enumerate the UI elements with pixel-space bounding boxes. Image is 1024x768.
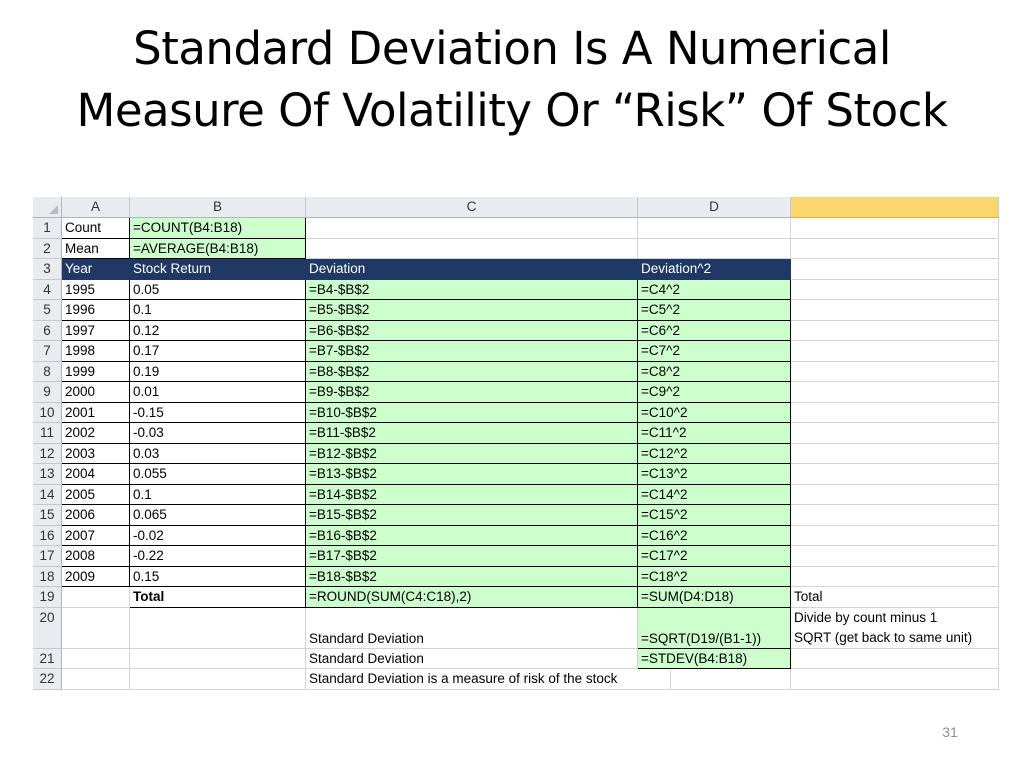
cell-e20[interactable] [791,608,999,649]
cell-b9[interactable]: 0.01 [130,382,306,403]
cell-a16[interactable]: 2007 [62,526,130,547]
cell-d3[interactable]: Deviation^2 [638,259,791,280]
row-header[interactable]: 19 [33,587,62,608]
cell-c2[interactable] [306,239,638,260]
cell-e7[interactable] [791,341,999,362]
column-header-b[interactable]: B [130,197,306,218]
cell-e17[interactable] [791,546,999,567]
cell-d11[interactable]: =C11^2 [638,423,791,444]
cell-d12[interactable]: =C12^2 [638,444,791,465]
cell-e16[interactable] [791,526,999,547]
row-header[interactable]: 12 [33,444,62,465]
cell-b4[interactable]: 0.05 [130,280,306,301]
cell-e1[interactable] [791,218,999,239]
row-header[interactable]: 6 [33,321,62,342]
cell-b13[interactable]: 0.055 [130,464,306,485]
cell-a17[interactable]: 2008 [62,546,130,567]
cell-c16[interactable]: =B16-$B$2 [306,526,638,547]
cell-c7[interactable]: =B7-$B$2 [306,341,638,362]
cell-e20-line2: SQRT (get back to same unit) [794,629,973,645]
cell-c10[interactable]: =B10-$B$2 [306,403,638,424]
cell-c9[interactable]: =B9-$B$2 [306,382,638,403]
cell-e4[interactable] [791,280,999,301]
row-header[interactable]: 5 [33,300,62,321]
cell-c6[interactable]: =B6-$B$2 [306,321,638,342]
cell-c17[interactable]: =B17-$B$2 [306,546,638,567]
row-header[interactable]: 9 [33,382,62,403]
cell-c3[interactable]: Deviation [306,259,638,280]
row-header[interactable]: 22 [33,669,62,690]
cell-a14[interactable]: 2005 [62,485,130,506]
cell-e21[interactable] [791,649,999,670]
cell-b14[interactable]: 0.1 [130,485,306,506]
cell-b3[interactable]: Stock Return [130,259,306,280]
cell-c5[interactable]: =B5-$B$2 [306,300,638,321]
cell-c8[interactable]: =B8-$B$2 [306,362,638,383]
cell-e5[interactable] [791,300,999,321]
column-header-d[interactable]: D [638,197,791,218]
cell-e6[interactable] [791,321,999,342]
cell-a15[interactable]: 2006 [62,505,130,526]
cell-d10[interactable]: =C10^2 [638,403,791,424]
cell-d21[interactable]: =STDEV(B4:B18) [638,649,791,670]
cell-e9[interactable] [791,382,999,403]
cell-d18[interactable]: =C18^2 [638,567,791,588]
cell-c22[interactable]: Standard Deviation is a measure of risk of the stock [306,669,671,690]
cell-d9[interactable]: =C9^2 [638,382,791,403]
cell-a10[interactable]: 2001 [62,403,130,424]
cell-b15[interactable]: 0.065 [130,505,306,526]
select-all-corner[interactable] [33,197,62,218]
cell-e14[interactable] [791,485,999,506]
row-header[interactable]: 8 [33,362,62,383]
cell-d17[interactable]: =C17^2 [638,546,791,567]
cell-e2[interactable] [791,239,999,260]
cell-a7[interactable]: 1998 [62,341,130,362]
spreadsheet-grid [33,197,999,691]
row-header[interactable]: 7 [33,341,62,362]
cell-b18[interactable]: 0.15 [130,567,306,588]
row-header[interactable]: 17 [33,546,62,567]
cell-b17[interactable]: -0.22 [130,546,306,567]
cell-e10[interactable] [791,403,999,424]
row-header[interactable]: 11 [33,423,62,444]
cell-c12[interactable]: =B12-$B$2 [306,444,638,465]
row-header[interactable]: 21 [33,649,62,670]
cell-a5[interactable]: 1996 [62,300,130,321]
row-header[interactable]: 20 [33,608,62,649]
cell-d1[interactable] [638,218,791,239]
cell-d6[interactable]: =C6^2 [638,321,791,342]
select-all-triangle-icon [49,205,58,214]
slide-title [0,18,1024,142]
cell-c1[interactable] [306,218,638,239]
cell-b16[interactable]: -0.02 [130,526,306,547]
spreadsheet [33,197,999,691]
cell-a21[interactable] [62,649,130,670]
cell-a12[interactable]: 2003 [62,444,130,465]
row-header[interactable]: 1 [33,218,62,239]
cell-b11[interactable]: -0.03 [130,423,306,444]
cell-a1[interactable]: Count [62,218,130,239]
cell-c19[interactable]: =ROUND(SUM(C4:C18),2) [306,587,638,608]
row-header[interactable]: 10 [33,403,62,424]
cell-c18[interactable]: =B18-$B$2 [306,567,638,588]
row-header[interactable]: 3 [33,259,62,280]
cell-b2[interactable]: =AVERAGE(B4:B18) [130,239,306,260]
cell-d14[interactable]: =C14^2 [638,485,791,506]
row-header[interactable]: 13 [33,464,62,485]
cell-d19[interactable]: =SUM(D4:D18) [638,587,791,608]
cell-a8[interactable]: 1999 [62,362,130,383]
cell-d8[interactable]: =C8^2 [638,362,791,383]
cell-b5[interactable]: 0.1 [130,300,306,321]
cell-e15[interactable] [791,505,999,526]
cell-c15[interactable]: =B15-$B$2 [306,505,638,526]
cell-b22[interactable] [130,669,306,690]
row-header[interactable]: 2 [33,239,62,260]
cell-e8[interactable] [791,362,999,383]
cell-a6[interactable]: 1997 [62,321,130,342]
column-header-a[interactable]: A [62,197,130,218]
cell-a4[interactable]: 1995 [62,280,130,301]
cell-b12[interactable]: 0.03 [130,444,306,465]
cell-c21[interactable]: Standard Deviation [306,649,638,670]
cell-a22[interactable] [62,669,130,690]
cell-b10[interactable]: -0.15 [130,403,306,424]
row-header[interactable]: 16 [33,526,62,547]
cell-c11[interactable]: =B11-$B$2 [306,423,638,444]
cell-e20-line1: Divide by count minus 1 [794,609,938,625]
cell-e18[interactable] [791,567,999,588]
row-header[interactable]: 15 [33,505,62,526]
cell-d7[interactable]: =C7^2 [638,341,791,362]
cell-b8[interactable]: 0.19 [130,362,306,383]
cell-d16[interactable]: =C16^2 [638,526,791,547]
cell-a11[interactable]: 2002 [62,423,130,444]
cell-c4[interactable]: =B4-$B$2 [306,280,638,301]
cell-e3[interactable] [791,259,999,280]
title-line-2: Measure Of Volatility Or “Risk” Of Stock [76,84,948,137]
cell-d2[interactable] [638,239,791,260]
cell-d15[interactable]: =C15^2 [638,505,791,526]
cell-d4[interactable]: =C4^2 [638,280,791,301]
cell-a3[interactable]: Year [62,259,130,280]
row-header[interactable]: 4 [33,280,62,301]
cell-e22[interactable] [791,669,999,690]
cell-c13[interactable]: =B13-$B$2 [306,464,638,485]
cell-b21[interactable] [130,649,306,670]
cell-d5[interactable]: =C5^2 [638,300,791,321]
cell-e13[interactable] [791,464,999,485]
cell-e12[interactable] [791,444,999,465]
cell-d20[interactable]: =SQRT(D19/(B1-1)) [638,608,791,649]
cell-a18[interactable]: 2009 [62,567,130,588]
title-line-1: Standard Deviation Is A Numerical [133,22,891,75]
cell-a13[interactable]: 2004 [62,464,130,485]
row-header[interactable]: 14 [33,485,62,506]
cell-c14[interactable]: =B14-$B$2 [306,485,638,506]
cell-d13[interactable]: =C13^2 [638,464,791,485]
cell-e19[interactable]: Total [791,587,999,608]
column-header-c[interactable]: C [306,197,638,218]
cell-b7[interactable]: 0.17 [130,341,306,362]
cell-a19[interactable] [62,587,130,608]
cell-b20[interactable] [130,608,306,649]
cell-a20[interactable] [62,608,130,649]
cell-a2[interactable]: Mean [62,239,130,260]
column-header-e-selected[interactable] [791,197,999,218]
cell-b19[interactable]: Total [130,587,306,608]
cell-c20[interactable]: Standard Deviation [306,608,638,649]
row-header[interactable]: 18 [33,567,62,588]
slide-number: 31 [942,724,958,740]
cell-a9[interactable]: 2000 [62,382,130,403]
cell-b1[interactable]: =COUNT(B4:B18) [130,218,306,239]
cell-b6[interactable]: 0.12 [130,321,306,342]
cell-e11[interactable] [791,423,999,444]
